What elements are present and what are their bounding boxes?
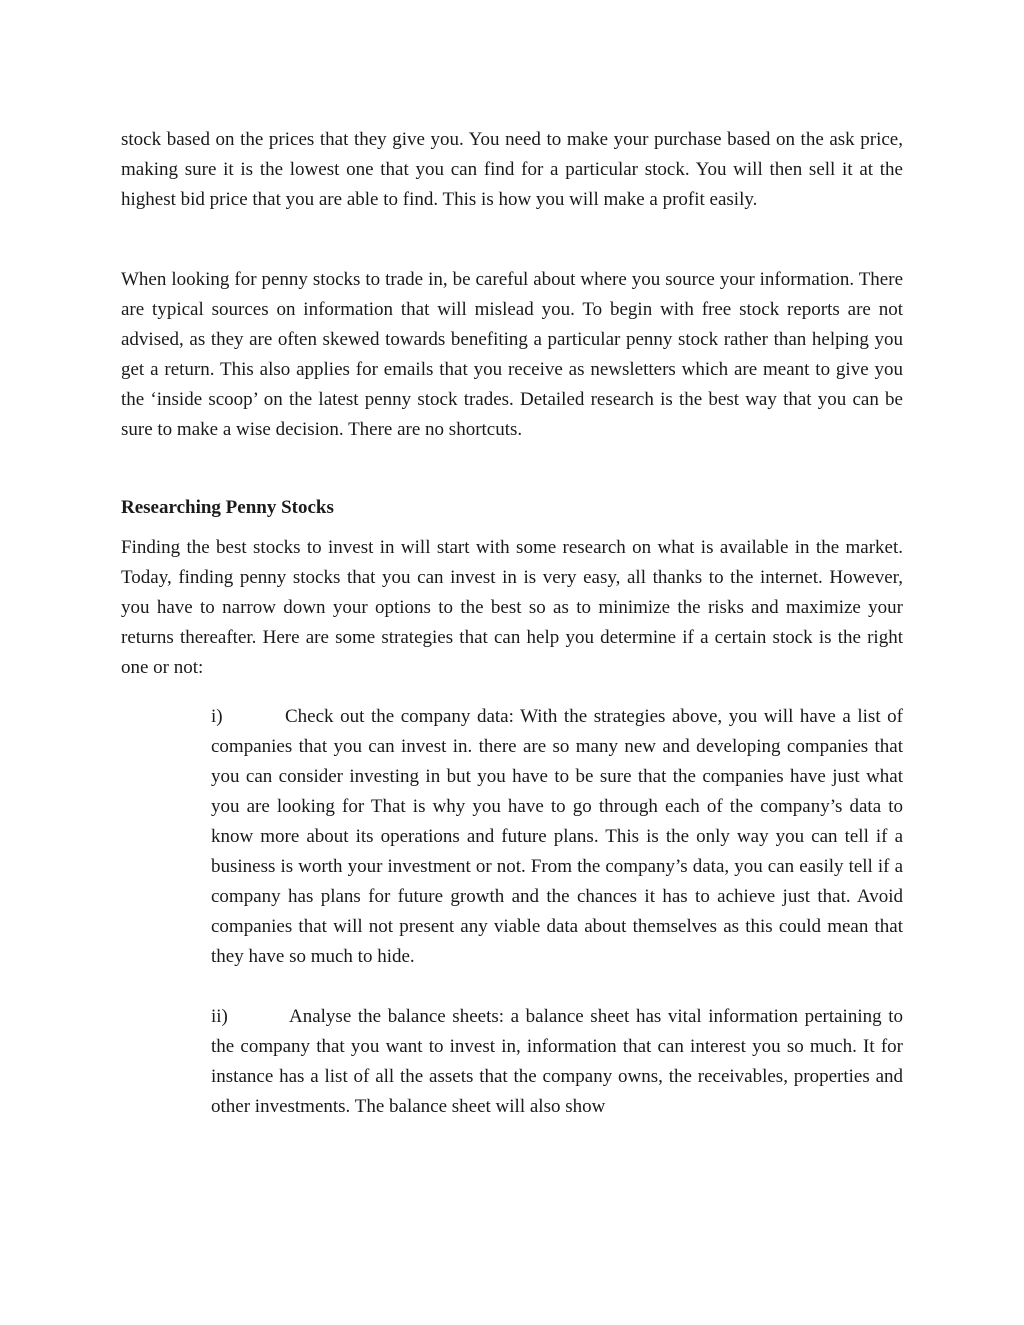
list-item-text: Analyse the balance sheets: a balance sheet has vital information pertaining to the company that you want to invest in, information that can interest you so much. It for instance has a list of all the assets that the company owns, the receivables, properties and other investments. The balance sheet will also show — [211, 1006, 903, 1117]
section-heading: Researching Penny Stocks — [121, 497, 334, 518]
list-marker: ii) — [211, 1006, 228, 1027]
document-page — [121, 125, 903, 1152]
list-item-company-data — [211, 702, 903, 972]
list-item-balance-sheets — [211, 1002, 903, 1122]
paragraph-research: Finding the best stocks to invest in will start with some research on what is available in the market. Today, finding penny stocks that you can invest in is very easy, all thanks to the internet. However, you have to narrow down your options to the best so as to minimize the risks and maximize your returns thereafter. Here are some strategies that can help you determine if a certain stock is the right one or not: — [121, 537, 903, 678]
list-marker: i) — [211, 706, 223, 727]
list-item-text: Check out the company data: With the strategies above, you will have a list of companies that you can invest in. there are so many new and developing companies that you can consider investing in but you have to be sure that the companies have just what you are looking for That is why you have to go through each of the company’s data to know more about its operations and future plans. This is the only way you can tell if a business is worth your investment or not. From the company’s data, you can easily tell if a company has plans for future growth and the chances it has to achieve just that. Avoid companies that will not present any viable data about themselves as this could mean that they have so much to hide. — [211, 706, 903, 967]
paragraph-sources: When looking for penny stocks to trade in, be careful about where you source your information. There are typical sources on information that will mislead you. To begin with free stock reports are not advised, as they are often skewed towards benefiting a particular penny stock rather than helping you get a return. This also applies for emails that you receive as newsletters which are meant to give you the ‘inside scoop’ on the latest penny stock trades. Detailed research is the best way that you can be sure to make a wise decision. There are no shortcuts. — [121, 269, 903, 440]
paragraph-intro: stock based on the prices that they give you. You need to make your purchase based on the ask price, making sure it is the lowest one that you can find for a particular stock. You will then sell it at the highest bid price that you are able to find. This is how you will make a profit easily. — [121, 129, 903, 210]
